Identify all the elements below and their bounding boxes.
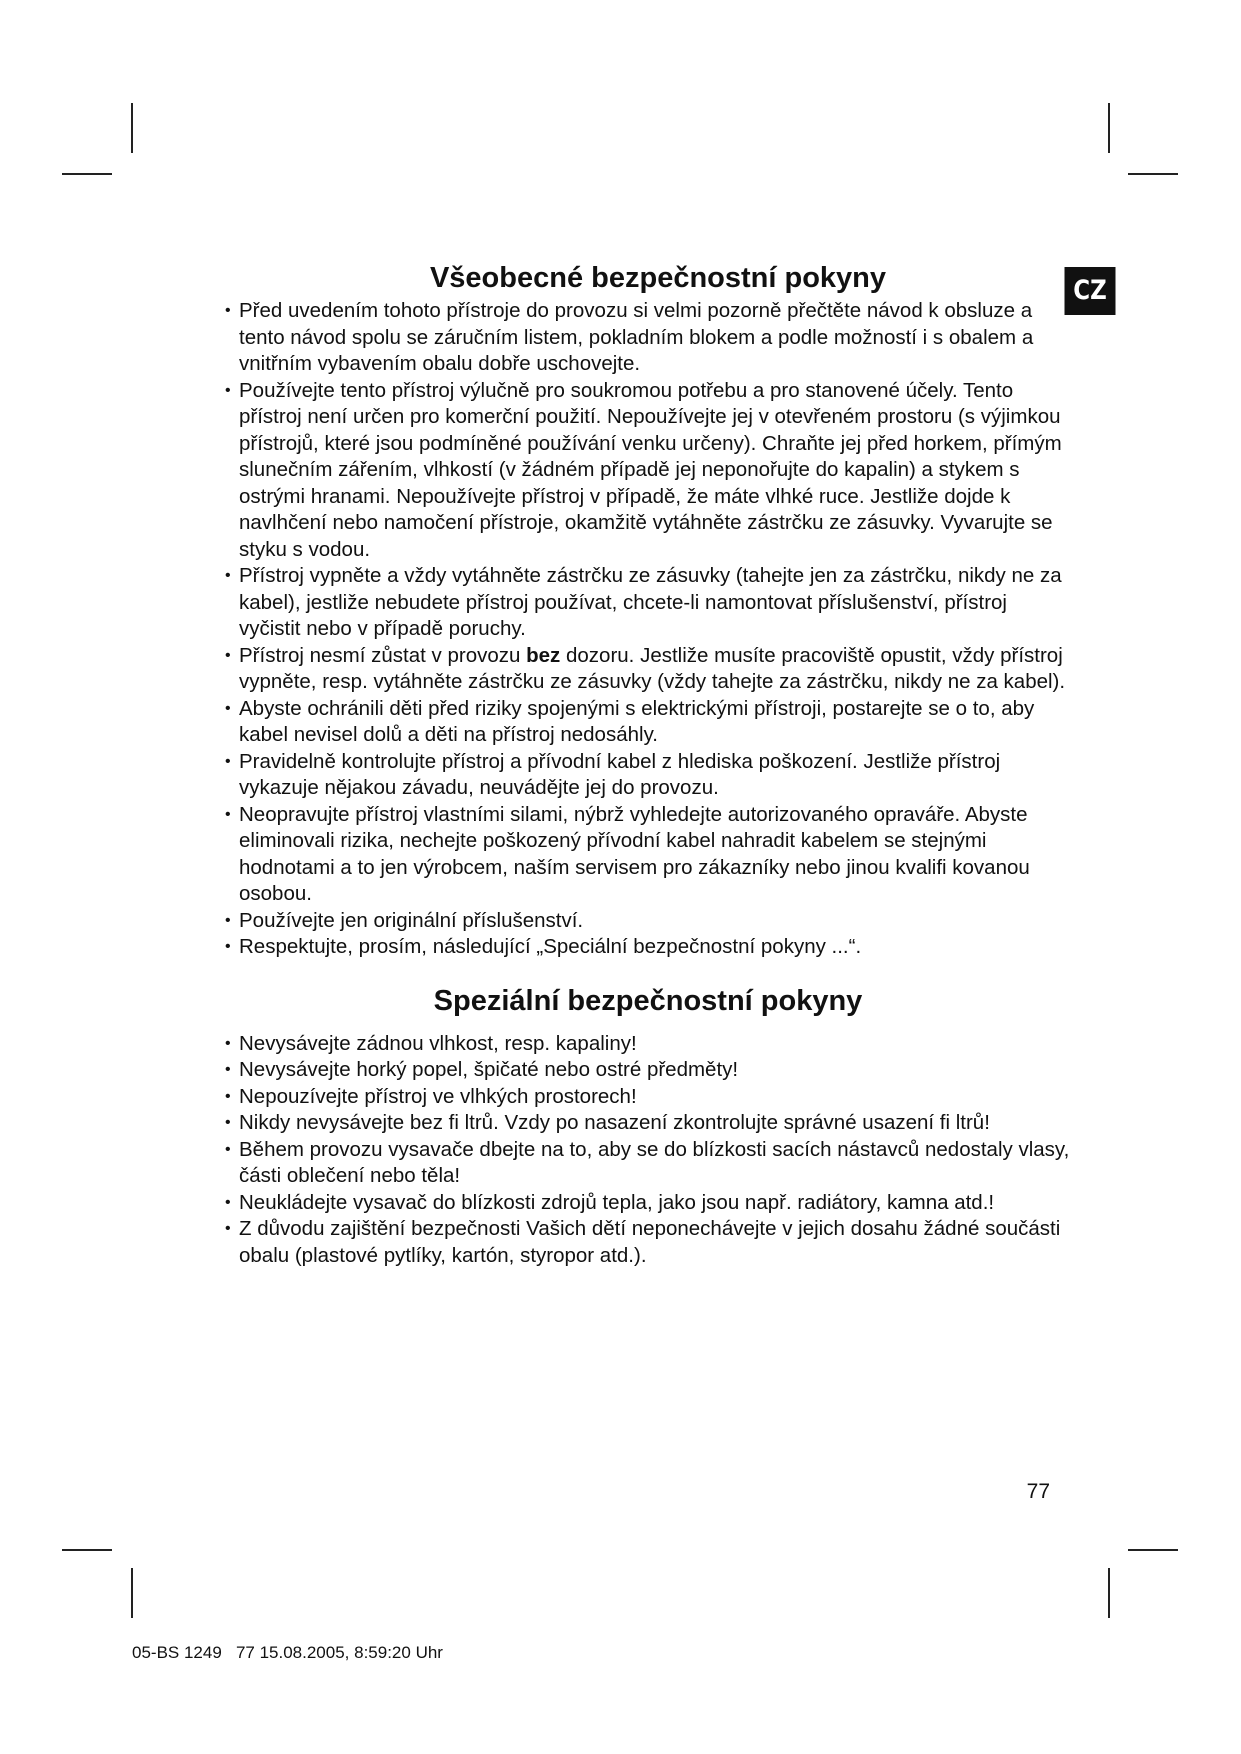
- bullet-icon: •: [225, 699, 231, 717]
- list-item: • Používejte tento přístroj výlučně pro soukromou potřebu a pro stanovené účely. Tento přístroj není určen pro komerční použití. Nepoužívejte jej v otevřeném prostoru (s výjimkou přístrojů, které jsou podmíněné používání venku určeny). Chraňte jej před horkem, přímým slunečním zářením, vlhkostí (v žádném případě jej neponořujte do kapalin) a stykem s ostrými hranami. Nepoužívejte přístroj v případě, že máte vlhké ruce. Jestliže dojde k navlhčení nebo namočení přístroje, okamžitě vytáhněte zástrčku ze zásuvky. Vyvarujte se styku s vodou.: [225, 378, 1062, 561]
- bullet-icon: •: [225, 938, 231, 955]
- crop-mark: [1108, 1568, 1110, 1618]
- bullet-icon: •: [225, 805, 231, 823]
- bullet-icon: •: [225, 302, 231, 319]
- print-footer: 05-BS 1249 77 15.08.2005, 8:59:20 Uhr: [132, 1643, 443, 1662]
- list-item: • Před uvedením tohoto přístroje do provozu si velmi pozorně přečtěte návod k obsluze a tento návod spolu se záručním listem, pokladním blokem a podle možností i s obalem a vnitřním vybavením obalu dobře uschovejte.: [225, 299, 1034, 375]
- bullet-icon: •: [225, 646, 231, 664]
- list-item: • Nevysávejte zádnou vlhkost, resp. kapaliny!: [217, 1031, 1073, 1058]
- bullet-icon: •: [225, 1140, 231, 1158]
- bold-emphasis: bez: [526, 643, 561, 667]
- page-content: [203, 258, 1073, 1269]
- bullet-icon: •: [225, 567, 231, 584]
- section-title-general-safety: Všeobecné bezpečnostní pokyny: [429, 262, 887, 294]
- bullet-icon: •: [225, 1114, 231, 1131]
- language-tab: CZ: [1065, 267, 1116, 315]
- list-item: • Z důvodu zajištění bezpečnosti Vašich dětí neponechávejte v jejich dosahu žádné součásti obalu (plastové pytlíky, kartón, styropor atd.).: [225, 1217, 1061, 1267]
- bullet-icon: •: [225, 381, 231, 399]
- bullet-icon: •: [225, 752, 231, 770]
- general-safety-list: [203, 298, 1073, 961]
- section-title-special-safety: Speziální bezpečnostní pokyny: [433, 984, 863, 1017]
- crop-mark: [1108, 103, 1110, 153]
- crop-mark: [62, 1549, 112, 1551]
- list-item: [217, 643, 1073, 696]
- bullet-icon: •: [225, 911, 231, 929]
- crop-mark: [62, 173, 112, 175]
- bullet-icon: •: [225, 1220, 231, 1237]
- list-item: • Pravidelně kontrolujte přístroj a přívodní kabel z hlediska poškození. Jestliže přístroj vykazuje nějakou závadu, neuvádějte jej do provozu.: [225, 749, 1001, 799]
- crop-mark: [131, 103, 133, 153]
- list-item: • Používejte jen originální příslušenství.: [217, 908, 1073, 935]
- special-safety-list: [203, 1031, 1073, 1270]
- bullet-icon: •: [225, 1034, 231, 1052]
- list-item: • Během provozu vysavače dbejte na to, aby se do blízkosti sacích nástavců nedostaly vlasy, části oblečení nebo těla!: [225, 1137, 1070, 1187]
- list-item: • Abyste ochránili děti před riziky spojenými s elektrickými přístroji, postarejte se o to, aby kabel nevisel dolů a děti na přístroj nedosáhly.: [225, 696, 1035, 746]
- list-item: • Nepouzívejte přístroj ve vlhkých prostorech!: [217, 1084, 1073, 1111]
- list-item: • Nevysávejte horký popel, špičaté nebo ostré předměty!: [217, 1057, 1073, 1084]
- list-item: • Neukládejte vysavač do blízkosti zdrojů tepla, jako jsou např. radiátory, kamna atd.!: [217, 1190, 1073, 1217]
- page-number: 77: [1026, 1480, 1050, 1503]
- list-item: • Přístroj vypněte a vždy vytáhněte zástrčku ze zásuvky (tahejte jen za zástrčku, nikdy ne za kabel), jestliže nebudete přístroj používat, chcete-li namontovat příslušenství, přístroj vyčistit nebo v případě poruchy.: [225, 564, 1062, 640]
- list-item-text-with-bold: Přístroj nesmí zůstat v provozu bez dozoru. Jestliže musíte pracoviště opustit, vždy přístroj vypněte, resp. vytáhněte zástrčku ze zásuvky (vždy tahejte za zástrčku, nikdy ne za kabel).: [239, 643, 1066, 693]
- bullet-icon: •: [225, 1061, 231, 1078]
- bullet-icon: •: [225, 1193, 231, 1211]
- list-item: • Nikdy nevysávejte bez fi ltrů. Vzdy po nasazení zkontrolujte správné usazení fi ltrů!: [217, 1110, 1073, 1137]
- list-item: • Neopravujte přístroj vlastními silami, nýbrž vyhledejte autorizovaného opraváře. Abyste eliminovali rizika, nechejte poškozený přívodní kabel nahradit kabelem se stejnými hodnotami a to jen výrobcem, naším servisem pro zákazníky nebo jinou kvalifi kovanou osobou.: [225, 802, 1030, 905]
- crop-mark: [1128, 173, 1178, 175]
- crop-mark: [131, 1568, 133, 1618]
- crop-mark: [1128, 1549, 1178, 1551]
- bullet-icon: •: [225, 1087, 231, 1105]
- list-item: • Respektujte, prosím, následující „Speciální bezpečnostní pokyny ...“.: [217, 934, 1073, 961]
